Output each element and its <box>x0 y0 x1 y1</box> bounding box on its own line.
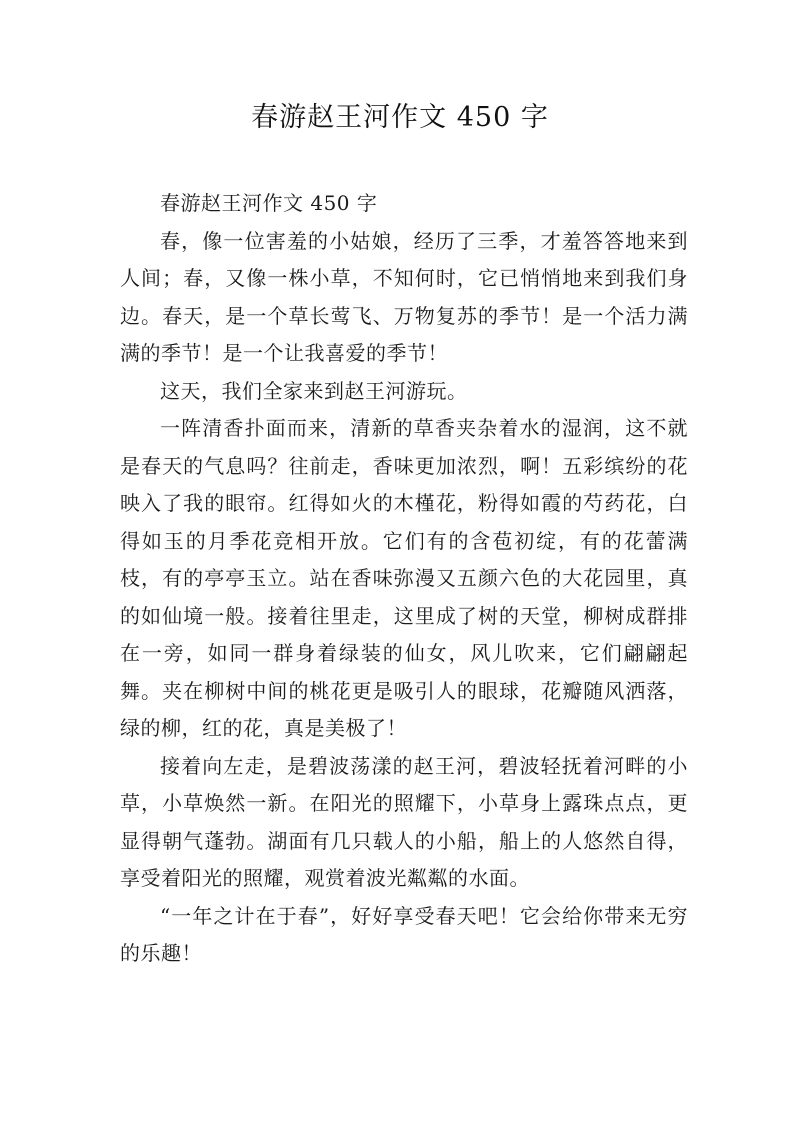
paragraph-outing: 这天，我们全家来到赵王河游玩。 <box>160 378 468 403</box>
document-title: 春游赵王河作文 450 字 <box>251 102 549 133</box>
paragraph-river: 接着向左走，是碧波荡漾的赵王河，碧波轻抚着河畔的小草，小草焕然一新。在阳光的照耀下，小草身上露珠点点，更显得朝气蓬勃。湖面有几只载人的小船，船上的人悠然自得，享受着阳光的照耀，观赏着波光粼粼的水面。 <box>120 753 688 890</box>
document-body <box>120 185 688 973</box>
paragraph-conclusion: “一年之计在于春”，好好享受春天吧！它会给你带来无穷的乐趣！ <box>120 903 688 965</box>
paragraph-flowers-willows: 一阵清香扑面而来，清新的草香夹杂着水的湿润，这不就是春天的气息吗？往前走，香味更加浓烈，啊！五彩缤纷的花映入了我的眼帘。红得如火的木槿花，粉得如霞的芍药花，白得如玉的月季花竞相开放。它们有的含苞初绽，有的花蕾满枝，有的亭亭玉立。站在香味弥漫又五颜六色的大花园里，真的如仙境一般。接着往里走，这里成了树的天堂，柳树成群排在一旁，如同一群身着绿装的仙女，风儿吹来，它们翩翩起舞。夹在柳树中间的桃花更是吸引人的眼球，花瓣随风洒落，绿的柳，红的花，真是美极了！ <box>120 416 688 740</box>
paragraph-subtitle: 春游赵王河作文 450 字 <box>160 191 378 215</box>
paragraph-intro: 春，像一位害羞的小姑娘，经历了三季，才羞答答地来到人间；春，又像一株小草，不知何时，它已悄悄地来到我们身边。春天，是一个草长莺飞、万物复苏的季节！是一个活力满满的季节！是一个让我喜爱的季节！ <box>120 228 688 365</box>
